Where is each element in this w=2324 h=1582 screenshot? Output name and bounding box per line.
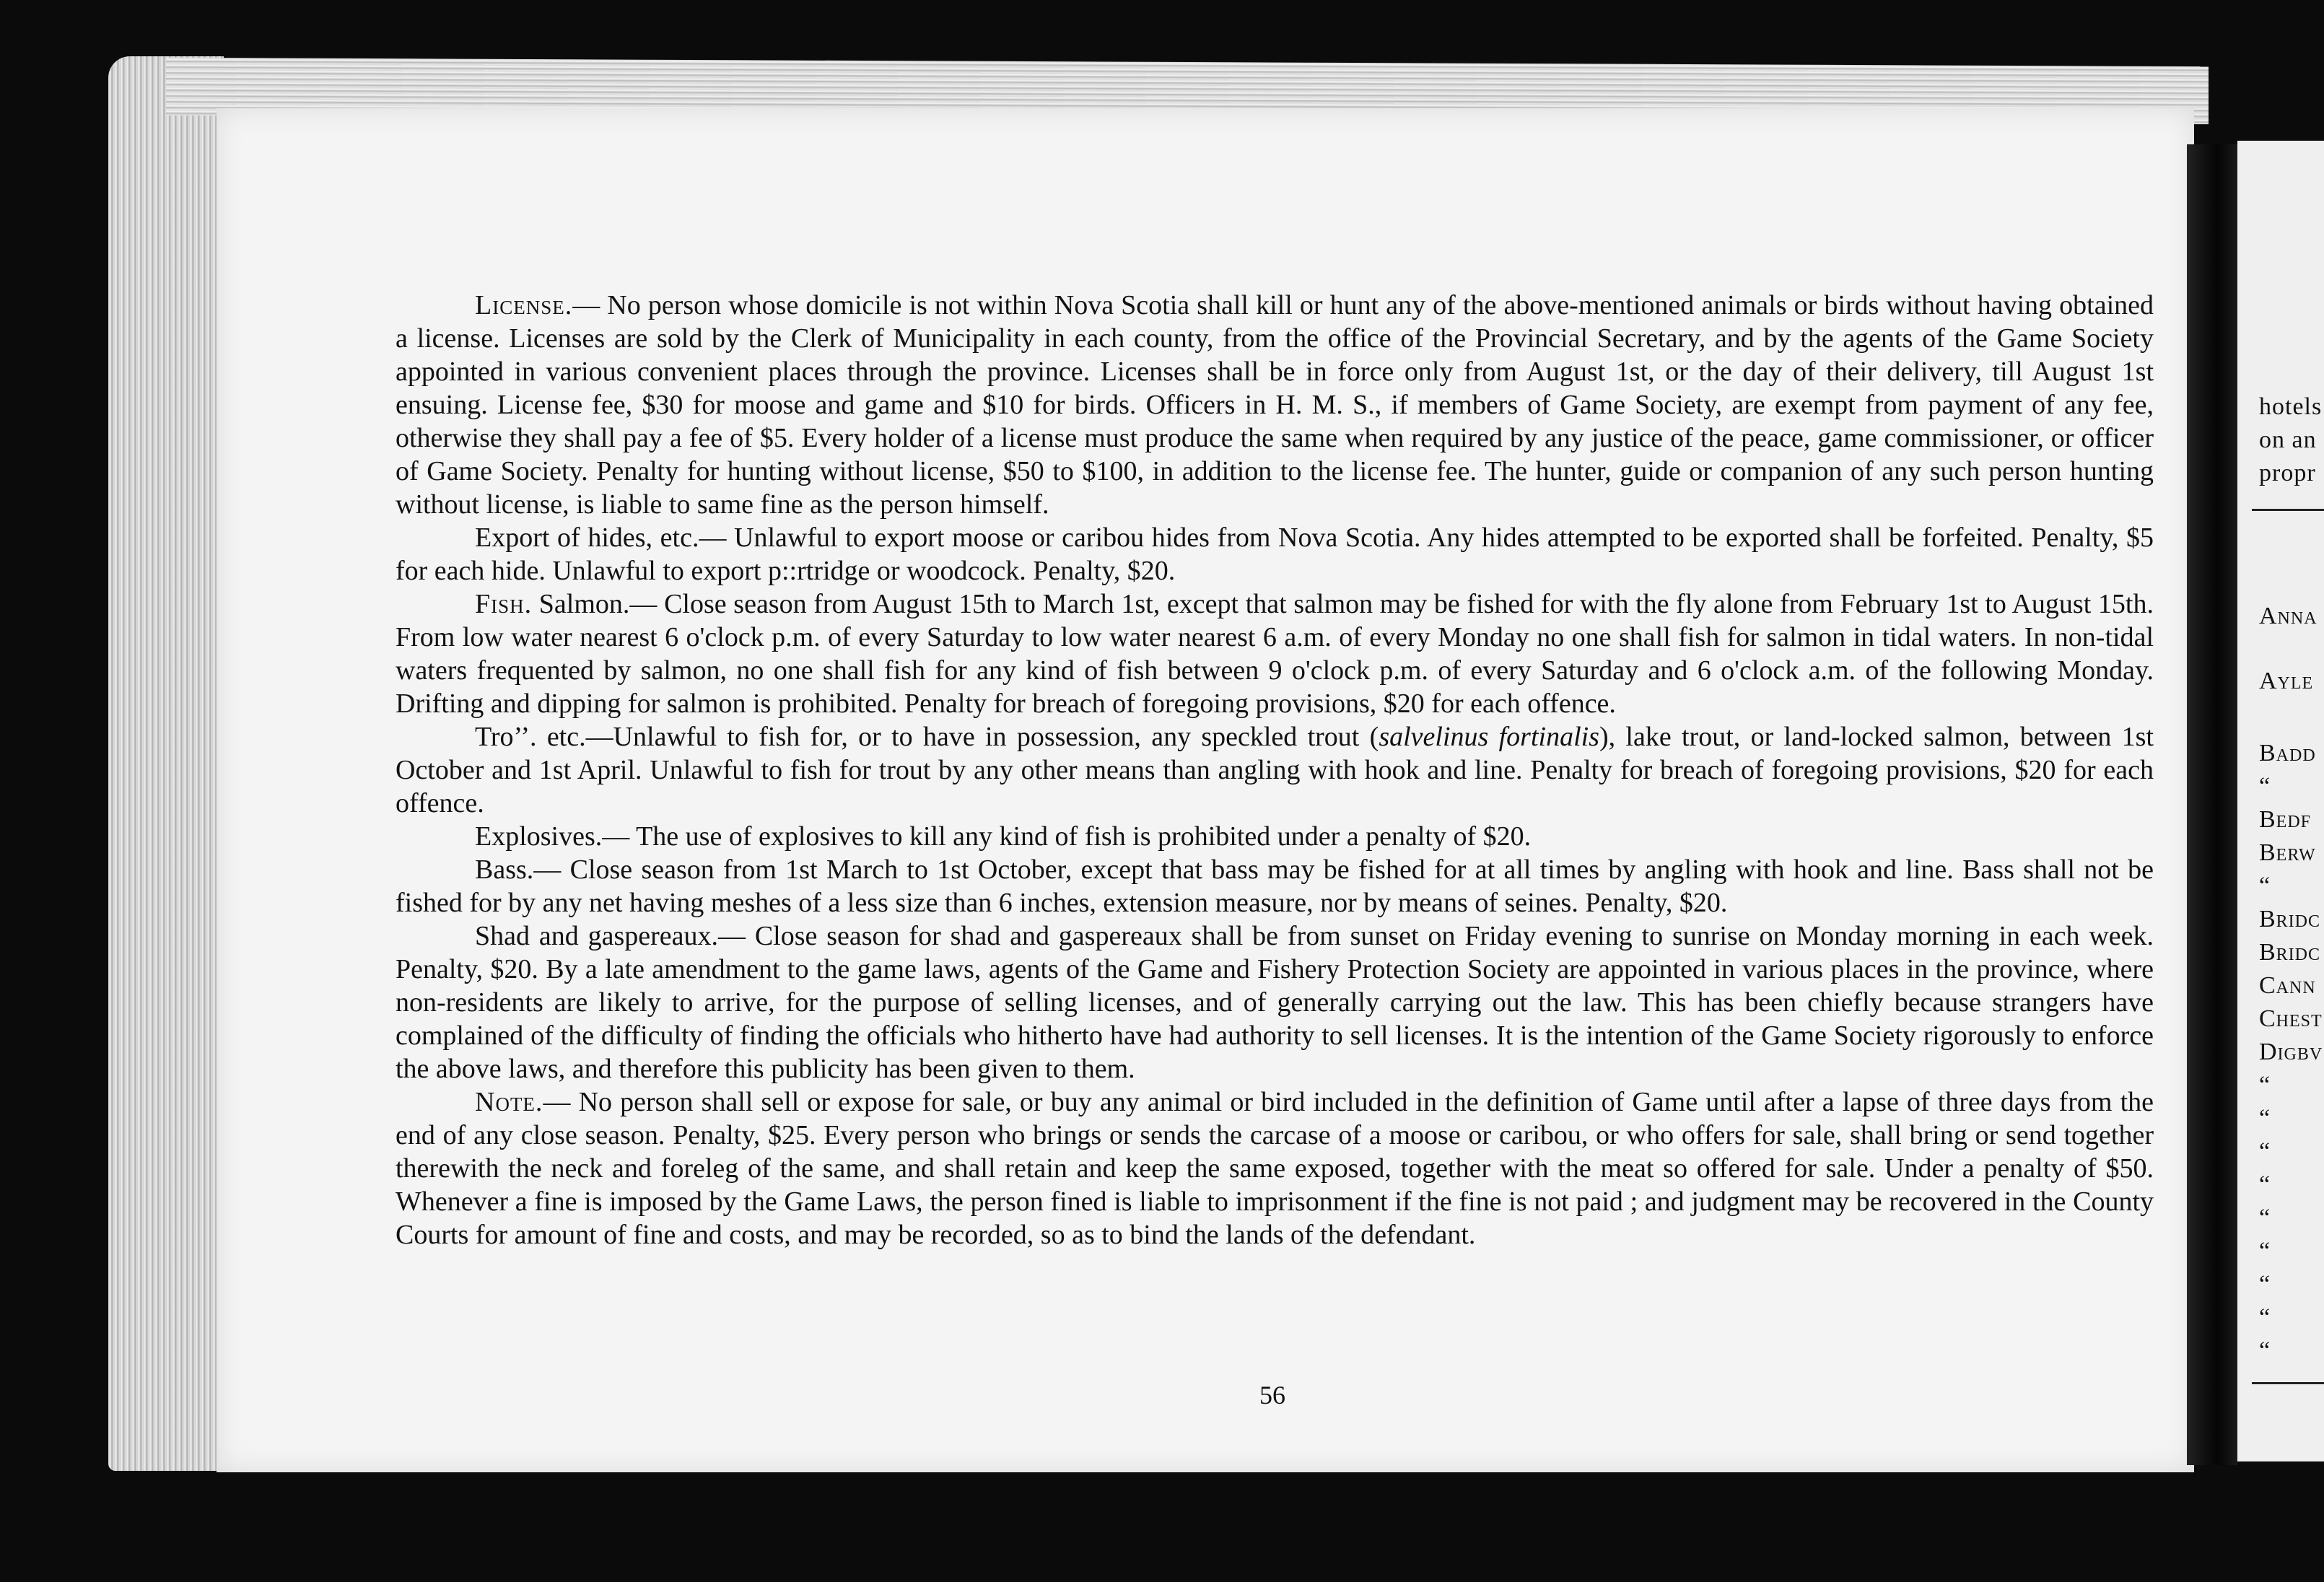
right-page-rule	[2252, 509, 2324, 511]
paragraph-bass	[396, 853, 2154, 919]
book-gutter	[2187, 144, 2237, 1465]
right-fragment: Anna	[2259, 603, 2318, 629]
text-trout: ), lake trout, or land-locked salmon, between 1st October and 1st April. Unlawful to fish for trout by any other means than angling with hook and line. Penalty for breach of foregoing provisions, $20 for each offence.	[396, 722, 2154, 818]
paragraph-shad	[396, 919, 2154, 1085]
right-fragment: propr	[2259, 460, 2316, 486]
right-fragment: Bedf	[2259, 806, 2312, 833]
right-fragment: Digbv	[2259, 1039, 2323, 1065]
lead-note: Note.	[475, 1087, 543, 1117]
right-fragment: “	[2259, 1271, 2271, 1298]
right-fragment: “	[2259, 873, 2271, 899]
lead-license: License.	[475, 290, 573, 320]
paragraph-fish	[396, 587, 2154, 720]
right-fragment: Berw	[2259, 839, 2316, 866]
paragraph-license	[396, 289, 2154, 521]
right-fragment: Ayle	[2259, 668, 2314, 694]
text-fish: Salmon.— Close season from August 15th to March 1st, except that salmon may be fished for with the fly alone from February 1st to August 15th. From low water nearest 6 o'clock p.m. of every Saturday to low water nearest 6 a.m. of every Monday no one shall fish for salmon in tidal waters. In non-tidal waters frequented by salmon, no one shall fish for any kind of fish between 9 o'clock p.m. of every Saturday and 6 o'clock a.m. of the following Monday. Drifting and dipping for salmon is prohibited. Penalty for breach of foregoing provisions, $20 for each offence.	[396, 589, 2154, 719]
right-fragment: “	[2259, 1238, 2271, 1264]
right-fragment: “	[2259, 1171, 2271, 1198]
right-fragment: “	[2259, 1105, 2271, 1132]
right-page-fragment	[2237, 141, 2324, 1461]
right-fragment: Bridc	[2259, 906, 2321, 932]
text-bass: Bass.— Close season from 1st March to 1st October, except that bass may be fished for at all times by angling with hook and line. Bass shall not be fished for by any net having meshes of a less size than 6 inches, extension measure, nor by means of seines. Penalty, $20.	[396, 855, 2154, 918]
right-fragment: “	[2259, 1304, 2271, 1331]
right-fragment: hotels	[2259, 393, 2323, 420]
paragraph-note	[396, 1085, 2154, 1251]
text-note: — No person shall sell or expose for sale, or buy any animal or bird included in the definition of Game until after a lapse of three days from the end of any close season. Penalty, $25. Every person who brings or sends the carcase of a moose or caribou, or who offers for sale, shall bring or send together therewith the neck and foreleg of the same, and shall retain and keep the same exposed, together with the meat so offered for sale. Under a penalty of $50. Whenever a fine is imposed by the Game Laws, the person fined is liable to imprisonment if the fine is not paid ; and judgment may be recovered in the County Courts for amount of fine and costs, and may be recorded, so as to bind the lands of the defendant.	[396, 1087, 2154, 1250]
text-shad: Shad and gaspereaux.— Close season for shad and gaspereaux shall be from sunset on Friday evening to sunrise on Monday morning in each week. Penalty, $20. By a late amendment to the game laws, agents of the Game and Fishery Protection Society are appointed in various places in the province, where non-residents are likely to arrive, for the purpose of selling licenses, and of generally carrying out the law. This has been chiefly because strangers have complained of the difficulty of finding the officials who hitherto have had authority to sell licenses. It is the intention of the Game Society rigorously to enforce the above laws, and therefore this publicity has been given to them.	[396, 921, 2154, 1084]
right-fragment: Chest	[2259, 1005, 2323, 1032]
page-edges	[108, 56, 224, 1471]
right-fragment: “	[2259, 1138, 2271, 1165]
right-fragment: Cann	[2259, 972, 2316, 999]
text-export: Export of hides, etc.— Unlawful to export moose or caribou hides from Nova Scotia. Any hides attempted to be exported shall be forfeited. Penalty, $5 for each hide. Unlawful to export p::rtridge or woodcock. Penalty, $20.	[396, 523, 2154, 586]
page-body	[396, 289, 2154, 1251]
right-fragment: Badd	[2259, 740, 2316, 766]
right-fragment: “	[2259, 1205, 2271, 1231]
right-page-rule	[2252, 1382, 2324, 1384]
lead-fish: Fish.	[475, 589, 533, 619]
paragraph-trout	[396, 720, 2154, 820]
paragraph-explosives	[396, 820, 2154, 853]
right-fragment: “	[2259, 773, 2271, 800]
text-explosives: Explosives.— The use of explosives to kill any kind of fish is prohibited under a penalty of $20.	[475, 821, 1532, 852]
right-fragment: Bridc	[2259, 939, 2321, 966]
text-trout-before: Tro’’. etc.—Unlawful to fish for, or to have in possession, any speckled trout (	[475, 722, 1379, 752]
right-fragment: “	[2259, 1072, 2271, 1098]
paragraph-export	[396, 521, 2154, 587]
text-license: — No person whose domicile is not within Nova Scotia shall kill or hunt any of the above-mentioned animals or birds without having obtained a license. Licenses are sold by the Clerk of Municipality in each county, from the office of the Provincial Secretary, and by the agents of the Game Society appointed in various convenient places through the province. Licenses shall be in force only from August 1st, or the day of their delivery, till August 1st ensuing. License fee, $30 for moose and game and $10 for birds. Officers in H. M. S., if members of Game Society, are exempt from payment of any fee, otherwise they shall pay a fee of $5. Every holder of a license must produce the same when required by any justice of the peace, game commissioner, or officer of Game Society. Penalty for hunting without license, $50 to $100, in addition to the license fee. The hunter, guide or companion of any such person hunting without license, is liable to same fine as the person himself.	[396, 290, 2154, 520]
right-fragment: “	[2259, 1337, 2271, 1364]
text-trout-italic: salvelinus fortinalis	[1379, 722, 1599, 752]
right-fragment: on an	[2259, 427, 2317, 453]
page-number: 56	[1259, 1381, 1285, 1410]
